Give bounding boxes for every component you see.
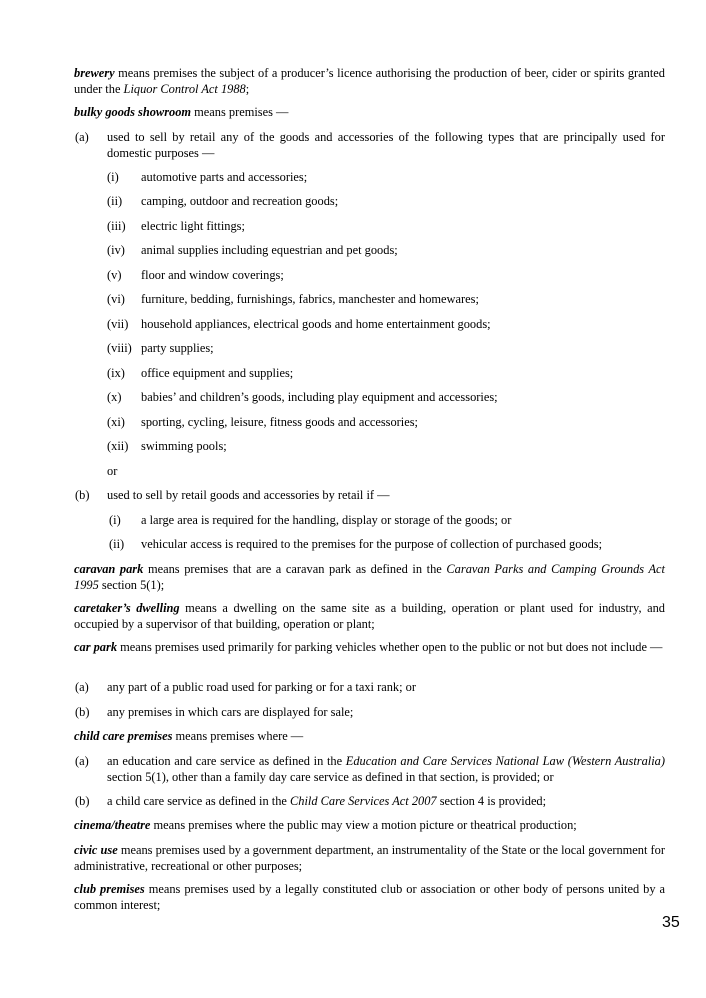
subparagraph-label: (v) bbox=[107, 268, 122, 282]
paragraph-text bbox=[107, 794, 665, 810]
term-bulky-goods-showroom: bulky goods showroom bbox=[74, 105, 192, 119]
paragraph-label: (b) bbox=[75, 488, 90, 502]
conjunction-or: or bbox=[107, 464, 118, 478]
term-club-premises: club premises bbox=[74, 882, 145, 896]
subparagraph-label: (xi) bbox=[107, 415, 125, 429]
subparagraph-text: party supplies; bbox=[141, 341, 214, 355]
paragraph-text: used to sell by retail goods and accessories by retail if — bbox=[107, 488, 390, 502]
paragraph-label: (a) bbox=[75, 130, 89, 144]
subparagraph-text: automotive parts and accessories; bbox=[141, 170, 308, 184]
definition-bulky-goods-showroom bbox=[74, 105, 665, 121]
paragraph-label: (a) bbox=[75, 754, 89, 768]
subparagraph-label: (i) bbox=[109, 513, 121, 527]
term-brewery: brewery bbox=[74, 66, 115, 80]
subparagraph-text: animal supplies including equestrian and pet goods; bbox=[141, 243, 398, 257]
term-civic-use: civic use bbox=[74, 843, 118, 857]
subparagraph-label: (vii) bbox=[107, 317, 129, 331]
subparagraph-label: (viii) bbox=[107, 341, 132, 355]
paragraph-text: any premises in which cars are displayed for sale; bbox=[107, 705, 354, 719]
subparagraph-text: swimming pools; bbox=[141, 439, 227, 453]
subparagraph-label: (vi) bbox=[107, 292, 125, 306]
definition-cinema-theatre bbox=[74, 818, 665, 834]
term-caravan-park: caravan park bbox=[74, 562, 144, 576]
paragraph-text bbox=[107, 754, 665, 785]
act-reference: Child Care Services Act 2007 bbox=[290, 794, 437, 808]
subparagraph-text: babies’ and children’s goods, including play equipment and accessories; bbox=[141, 390, 498, 404]
subparagraph-label: (iii) bbox=[107, 219, 126, 233]
subparagraph-label: (xii) bbox=[107, 439, 129, 453]
paragraph-text: any part of a public road used for parking or for a taxi rank; or bbox=[107, 680, 416, 694]
subparagraph-text: a large area is required for the handling, display or storage of the goods; or bbox=[141, 513, 512, 527]
definition-child-care-premises bbox=[74, 729, 665, 745]
term-child-care-premises: child care premises bbox=[74, 729, 173, 743]
subparagraph-text: office equipment and supplies; bbox=[141, 366, 294, 380]
definition-caravan-park bbox=[74, 562, 665, 593]
paragraph-label: (a) bbox=[75, 680, 89, 694]
definition-text: means a dwelling on the same site as a building, operation or plant used for industry, and occupied by a supervisor of that building, operation or plant; bbox=[74, 601, 665, 631]
paragraph-text-part: a child care service as defined in the bbox=[107, 794, 291, 808]
definition-text: means premises used by a government department, an instrumentality of the State or the local government for administrative, recreational or other purposes; bbox=[74, 843, 666, 873]
definition-text: ; bbox=[245, 81, 250, 96]
definition-car-park bbox=[74, 640, 665, 656]
term-car-park: car park bbox=[74, 640, 118, 654]
term-cinema-theatre: cinema/theatre bbox=[74, 818, 151, 832]
page-number: 35 bbox=[662, 914, 680, 931]
subparagraph-label: (iv) bbox=[107, 243, 125, 257]
subparagraph-text: sporting, cycling, leisure, fitness goods and accessories; bbox=[141, 415, 419, 429]
paragraph-text: used to sell by retail any of the goods and accessories of the following types that are principally used for domestic purposes — bbox=[107, 130, 665, 160]
subparagraph-label: (x) bbox=[107, 390, 122, 404]
subparagraph-text: electric light fittings; bbox=[141, 219, 245, 233]
act-reference: Education and Care Services National Law (Western Australia) bbox=[345, 754, 665, 768]
definition-text: means premises where the public may view a motion picture or theatrical production; bbox=[150, 818, 577, 832]
definition-text: means premises used primarily for parking vehicles whether open to the public or not but does not include — bbox=[117, 640, 663, 654]
definition-caretakers-dwelling bbox=[74, 601, 665, 632]
subparagraph-text: camping, outdoor and recreation goods; bbox=[141, 194, 339, 208]
term-caretakers-dwelling: caretaker’s dwelling bbox=[74, 601, 180, 615]
paragraph-text-part: section 4 is provided; bbox=[436, 794, 547, 808]
definition-text: means premises where — bbox=[172, 729, 304, 743]
subparagraph-text: vehicular access is required to the premises for the purpose of collection of purchased goods; bbox=[141, 537, 603, 551]
act-reference: Caravan Parks and Camping Grounds Act 1995 bbox=[74, 562, 665, 592]
paragraph-text-part: section 5(1), other than a family day care service as defined in that section, is provided; or bbox=[107, 769, 554, 784]
definition-brewery bbox=[74, 66, 665, 97]
definition-text: means premises — bbox=[191, 105, 289, 119]
definition-club-premises bbox=[74, 882, 665, 913]
act-reference: Liquor Control Act 1988 bbox=[123, 81, 246, 96]
definition-text: section 5(1); bbox=[98, 577, 165, 592]
definition-text: means premises used by a legally constituted club or association or other body of persons united by a common interest; bbox=[74, 882, 665, 912]
definition-text: means premises the subject of a producer’s licence authorising the production of beer, cider or spirits granted under the bbox=[74, 66, 665, 96]
subparagraph-label: (ix) bbox=[107, 366, 125, 380]
paragraph-label: (b) bbox=[75, 705, 90, 719]
subparagraph-label: (i) bbox=[107, 170, 119, 184]
subparagraph-text: household appliances, electrical goods and home entertainment goods; bbox=[141, 317, 491, 331]
subparagraph-text: furniture, bedding, furnishings, fabrics, manchester and homewares; bbox=[141, 292, 479, 306]
paragraph-label: (b) bbox=[75, 794, 90, 808]
paragraph-text-part: an education and care service as defined in the bbox=[107, 754, 346, 768]
subparagraph-label: (ii) bbox=[107, 194, 123, 208]
subparagraph-label: (ii) bbox=[109, 537, 125, 551]
definition-text: means premises that are a caravan park as defined in the bbox=[143, 562, 447, 576]
definition-civic-use bbox=[74, 843, 665, 874]
subparagraph-text: floor and window coverings; bbox=[141, 268, 284, 282]
